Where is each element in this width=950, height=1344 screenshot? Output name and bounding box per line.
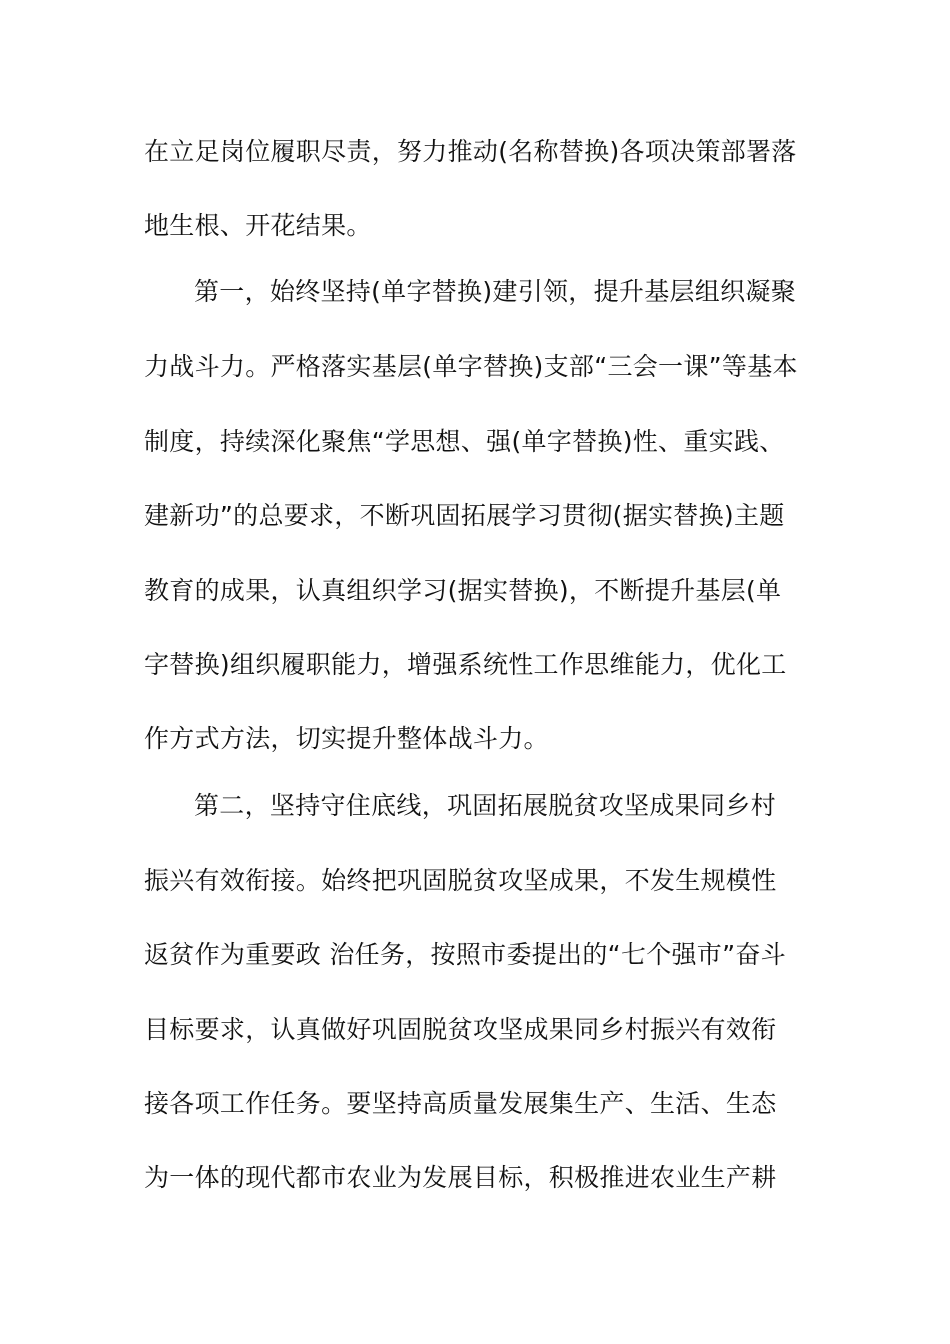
text-line: 接各项工作任务。要坚持高质量发展集生产、生活、生态: [144, 1089, 777, 1118]
text-line: 为一体的现代都市农业为发展目标，积极推进农业生产耕: [144, 1163, 777, 1192]
text-line: 教育的成果，认真组织学习(据实替换)，不断提升基层(单: [144, 576, 782, 605]
text-line: 目标要求，认真做好巩固脱贫攻坚成果同乡村振兴有效衔: [144, 1015, 777, 1044]
text-line: 力战斗力。严格落实基层(单字替换)支部“三会一课”等基本: [144, 352, 798, 381]
paragraph-first-line: 第一，始终坚持(单字替换)建引领，提升基层组织凝聚: [194, 277, 797, 306]
text-line: 作方式方法，切实提升整体战斗力。: [144, 724, 549, 753]
text-line: 地生根、开花结果。: [144, 211, 372, 240]
text-line: 建新功”的总要求，不断巩固拓展学习贯彻(据实替换)主题: [144, 501, 785, 530]
text-line: 返贫作为重要政 治任务，按照市委提出的“七个强市”奋斗: [144, 940, 786, 969]
text-line: 在立足岗位履职尽责，努力推动(名称替换)各项决策部署落: [144, 137, 797, 166]
text-line: 振兴有效衔接。始终把巩固脱贫攻坚成果，不发生规模性: [144, 866, 777, 895]
paragraph-first-line: 第二，坚持守住底线，巩固拓展脱贫攻坚成果同乡村: [194, 791, 776, 820]
text-line: 制度，持续深化聚焦“学思想、强(单字替换)性、重实践、: [144, 427, 785, 456]
text-line: 字替换)组织履职能力，增强系统性工作思维能力，优化工: [144, 650, 787, 679]
